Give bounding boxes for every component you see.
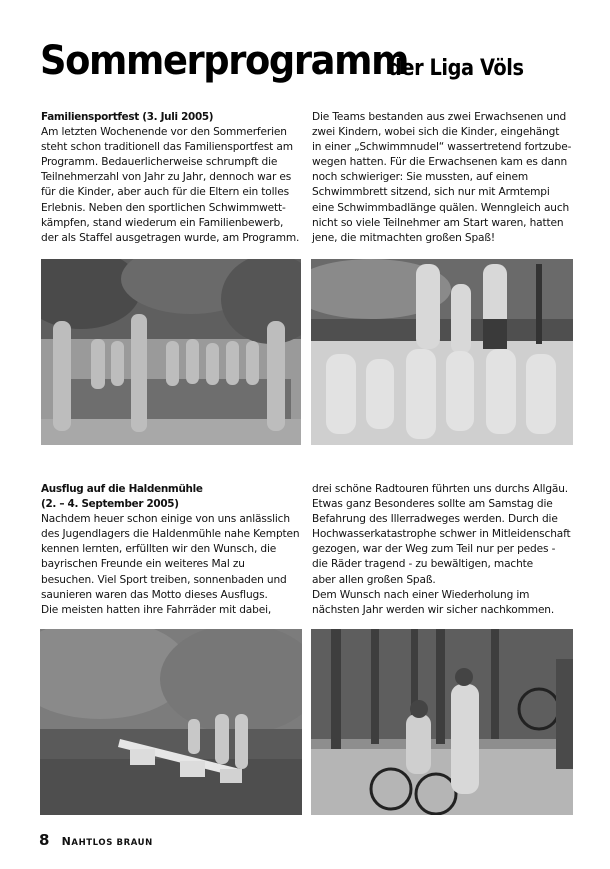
text-line: bayrischen Freunde ein weiteres Mal zu (41, 558, 245, 571)
page-title (40, 38, 524, 84)
text-line: Schwimmbrett sitzend, sich nur mit Armtempi (312, 186, 550, 199)
text-line: nächsten Jahr werden wir sicher nachkommen. (312, 603, 555, 616)
text-line: kennen lernten, erfüllten wir den Wunsch, die (41, 543, 277, 556)
text-line: Programm. Bedauerlicherweise schrumpft die (41, 156, 278, 169)
text-line: Die Teams bestanden aus zwei Erwachsenen und (312, 111, 567, 123)
text-line: noch schwieriger: Sie mussten, auf einem (312, 171, 528, 184)
text-line: Hochwasserkatastrophe schwer in Mitleidenschaft (312, 528, 571, 541)
text-line: aber allen großen Spaß. (312, 573, 436, 586)
title-main: Sommerprogramm (40, 38, 409, 84)
text-line: jene, die mitmachten großen Spaß! (312, 231, 496, 244)
text-line: zwei Kindern, wobei sich die Kinder, eingehängt (312, 126, 560, 139)
magazine-name-rest: AHTLOS BRAUN (71, 838, 153, 848)
article-familiensportfest-right-column (312, 110, 574, 246)
text-line: Teilnehmerzahl von Jahr zu Jahr, dennoch war es (41, 171, 292, 184)
photo-raft-on-lake (40, 629, 302, 815)
text-line: Die meisten hatten ihre Fahrräder mit dabei, (41, 603, 272, 616)
magazine-name-initial: N (61, 835, 72, 848)
photo-cyclists-in-forest (311, 629, 573, 815)
article-familiensportfest-left-column (41, 110, 303, 246)
text-line: der als Staffel ausgetragen wurde, am Programm. (41, 231, 300, 244)
text-line: nicht so viele Teilnehmer am Start waren, hatten (312, 216, 564, 229)
text-line: besuchen. Viel Sport treiben, sonnenbaden und (41, 573, 287, 586)
article-haldenmuehle-left-column (41, 482, 303, 618)
text-line: saunieren waren das Motto dieses Ausflugs. (41, 588, 268, 601)
photo-children-with-medals (311, 259, 573, 445)
text-line: steht schon traditionell das Familiensportfest am (41, 141, 293, 154)
text-line: drei schöne Radtouren führten uns durchs Allgäu. (312, 483, 569, 495)
page-footer (39, 831, 153, 849)
article-haldenmuehle-right-column (312, 482, 574, 618)
text-line: für die Kinder, aber auch für die Eltern ein tolles (41, 186, 289, 199)
title-subtitle: der Liga Völs (388, 56, 524, 81)
text-line: Etwas ganz Besonderes sollte am Samstag die (312, 498, 553, 511)
article-heading-date: (2. – 4. September 2005) (41, 498, 179, 511)
article-heading: Familiensportfest (3. Juli 2005) (41, 111, 214, 123)
text-line: eine Schwimmbadlänge quälen. Wenngleich auch (312, 201, 570, 214)
text-line: gezogen, war der Weg zum Teil nur per pedes - (312, 543, 556, 556)
page-number: 8 (39, 831, 50, 849)
text-line: Befahrung des Illerradweges werden. Durch die (312, 513, 558, 526)
text-line: Dem Wunsch nach einer Wiederholung im (312, 588, 530, 601)
article-heading: Ausflug auf die Haldenmühle (41, 483, 203, 495)
text-line: Nachdem heuer schon einige von uns anlässlich (41, 513, 290, 526)
text-line: Am letzten Wochenende vor den Sommerferien (41, 126, 287, 139)
text-line: die Räder tragend - zu bewältigen, machte (312, 558, 534, 571)
text-line: Erlebnis. Neben den sportlichen Schwimmwett- (41, 201, 286, 214)
text-line: wegen hatten. Für die Erwachsenen kam es dann (312, 156, 568, 169)
photo-family-sports-group-at-pool (41, 259, 301, 445)
magazine-name (61, 835, 153, 848)
text-line: des Jugendlagers die Haldenmühle nahe Kempten (41, 528, 300, 541)
text-line: kämpfen, stand wiederum ein Familienbewerb, (41, 216, 284, 229)
text-line: in einer „Schwimmnudel“ wassertretend fortzube- (312, 141, 572, 154)
